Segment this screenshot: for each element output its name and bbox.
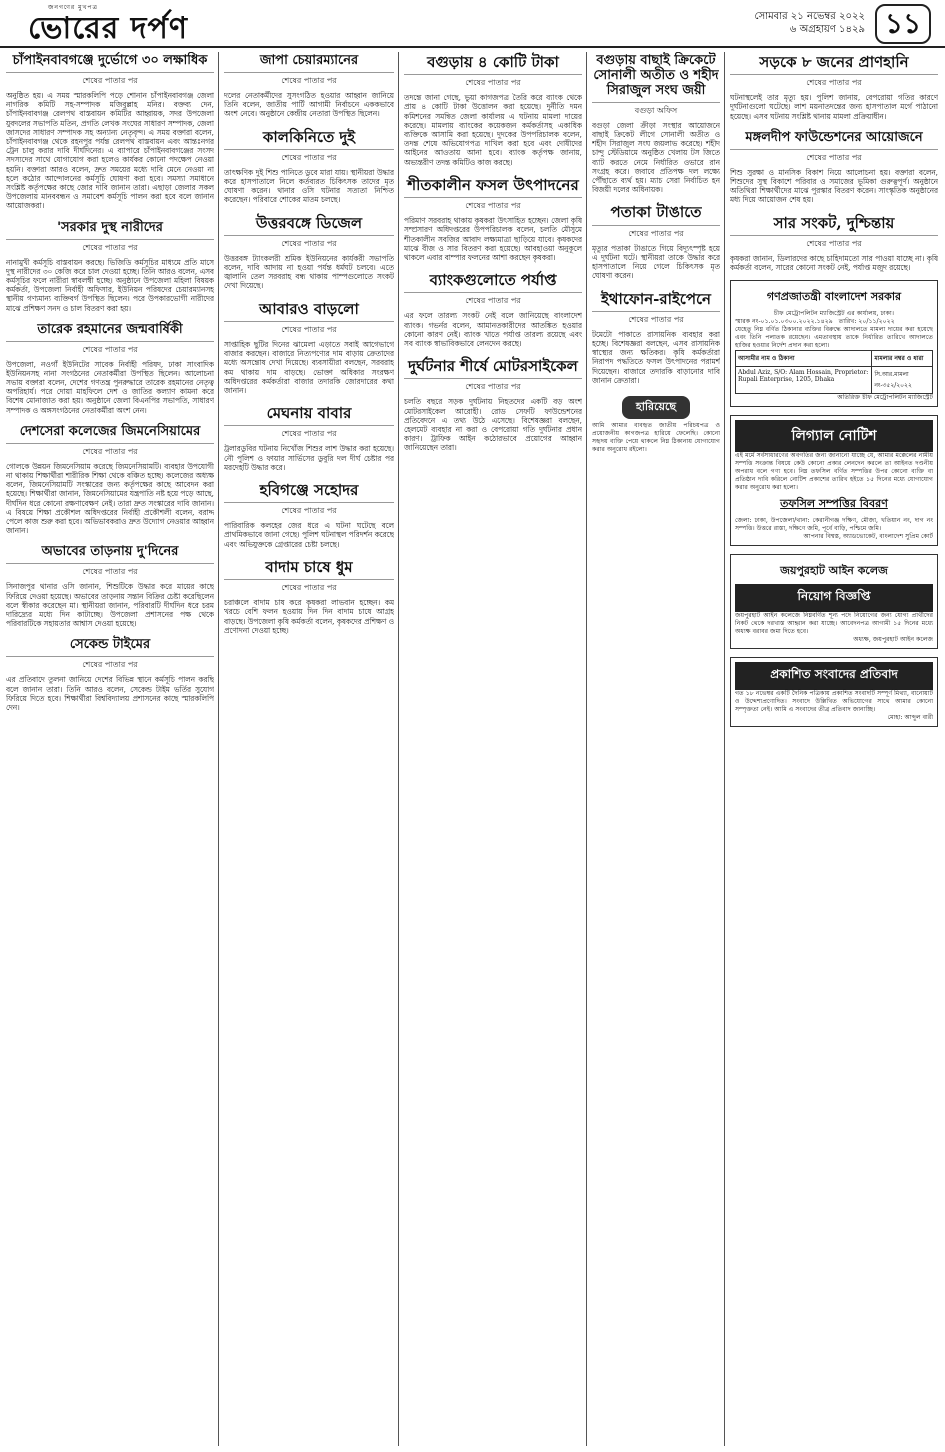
headline: বগুড়ায় বাছাই ক্রিকেটে সোনালী অতীত ও শহীদ সিরাজুল সংঘ জয়ী <box>592 52 720 103</box>
rebuttal-body: গত ১৮ নভেম্বর একটি দৈনিক পত্রিকায় প্রকাশিত সংবাদটি সম্পূর্ণ মিথ্যা, বানোয়াট ও উদ্দেশ্যপ্রণোদিত। সংবাদে উল্লিখিত অভিযোগের সাথে আমার কোনো সম্পৃক্ততা নেই। আমি এ সংবাদের তীব্র প্রতিবাদ জানাচ্ছি। <box>735 690 933 714</box>
continued-label: শেষের পাতার পর <box>281 75 337 85</box>
article-body: তাৎক্ষণিক দুই শিশু পানিতে ডুবে মারা যায়। স্থানীয়রা উদ্ধার করে হাসপাতালে নিলে কর্তব্যরত চিকিৎসক তাদের মৃত ঘোষণা করেন। থানার ওসি ঘটনার সত্যতা নিশ্চিত করেছেন। পরিবারে শোকের মাতম চলছে। <box>224 167 394 205</box>
column-rule <box>218 52 219 1446</box>
article <box>6 321 214 415</box>
column-rule <box>398 52 399 1446</box>
lost-body: আমি আমার ব্যবহৃত জাতীয় পরিচয়পত্র ও প্রয়োজনীয় কাগজপত্র হারিয়ে ফেলেছি। কোনো সহৃদয় ব্যক্তি পেয়ে থাকলে নিম্ন ঠিকানায় যোগাযোগ করার অনুরোধ রইলো। <box>592 421 720 453</box>
column-3 <box>404 52 582 1446</box>
continued-label: শেষের পাতার পর <box>628 314 684 324</box>
column-rule <box>586 52 587 1446</box>
legal-notice-body: এই মর্মে সর্বসাধারণের অবগতির জন্য জানানো যাচ্ছে যে, আমার মক্কেলের নামীয় সম্পত্তি সংক্রান্ত বিষয়ে কেউ কোনো প্রকার লেনদেন করলে তা আইনত দণ্ডনীয় অপরাধ বলে গণ্য হবে। নিম্ন তফসিল বর্ণিত সম্পত্তির উপর কোনো ব্যক্তি বা প্রতিষ্ঠান দাবি করিলে নোটিশ প্রকাশের তারিখ হইতে ১৫ দিনের মধ্যে যোগাযোগ করার অনুরোধ করা হলো। <box>735 452 933 492</box>
continued-label: শেষের পাতার পর <box>82 660 138 670</box>
table-header: মামলার নম্বর ও ধারা <box>872 351 933 367</box>
headline: সড়কে ৮ জনের প্রাণহানি <box>730 52 938 75</box>
job-signature: অধ্যক্ষ, জয়পুরহাট আইন কলেজ <box>853 636 933 644</box>
article-body: ঘটনাস্থলেই তার মৃত্যু হয়। পুলিশ জানায়, বেপরোয়া গতির কারণে দুর্ঘটনাগুলো ঘটেছে। লাশ ময়নাতদন্তের জন্য হাসপাতাল মর্গে পাঠানো হয়েছে। এসব ঘটনায় সংশ্লিষ্ট থানায় মামলা প্রক্রিয়াধীন। <box>730 93 938 121</box>
government-notice <box>730 280 938 407</box>
continued-label: শেষের পাতার পর <box>281 429 337 439</box>
notice-table <box>735 350 933 394</box>
article <box>730 52 938 121</box>
continued-label: শেষের পাতার পর <box>628 228 684 238</box>
rebuttal-notice <box>730 657 938 727</box>
headline: বগুড়ায় ৪ কোটি টাকা <box>404 52 582 75</box>
continued-label: শেষের পাতার পর <box>82 242 138 252</box>
headline: বাদাম চাষে ধুম <box>224 557 394 580</box>
article <box>224 213 394 291</box>
article-body: সিনাজপুর থানার ওসি জানান, শিশুটিকে উদ্ধার করে মায়ের কাছে ফিরিয়ে দেওয়া হয়েছে। অভাবের তাড়নায় সন্তান বিক্রির চেষ্টা করেছিলেন বলে স্বীকার করেছেন মা। স্থানীয়রা জানান, পরিবারটি দীর্ঘদিন ধরে চরম দারিদ্র্যের মধ্যে দিন কাটাচ্ছে। উপজেলা প্রশাসনের পক্ষ থেকে পরিবারটিকে সহায়তার আশ্বাস দেওয়া হয়েছে। <box>6 582 214 629</box>
notice-signature: অতিরিক্ত চীফ মেট্রোপলিটন ম্যাজিস্ট্রেট <box>837 394 933 402</box>
table-cell: Abdul Aziz, S/O: Alam Hossain, Proprietor: Rupali Enterprise, 1205, Dhaka <box>736 367 872 394</box>
article <box>404 270 582 348</box>
article-body: মৃত্যুর পতাকা টাঙাতে গিয়ে বিদ্যুৎস্পৃষ্ট হয়ে এ দুর্ঘটনা ঘটে। স্থানীয়রা তাকে উদ্ধার করে হাসপাতালে নিয়ে গেলে চিকিৎসক মৃত ঘোষণা করেন। <box>592 243 720 281</box>
article <box>730 129 938 205</box>
continued-label: শেষের পাতার পর <box>281 152 337 162</box>
headline: কালকিনিতে দুই <box>224 127 394 150</box>
notice-date: তারিখ: ২০/১১/২০২২ <box>838 318 895 326</box>
table-row <box>736 367 933 394</box>
notice-ref-number: স্মারক নং-০১.০১.০৩০০.২০২২.১৪২৯ <box>735 318 833 326</box>
article-body: উত্তরবঙ্গ ট্যাংকলরী শ্রমিক ইউনিয়নের কার্যকরী সভাপতি বলেন, দাবি আদায় না হওয়া পর্যন্ত ধর্মঘট চলবে। এতে জ্বালানি তেল সরবরাহ বন্ধ থাকায় পাম্পগুলোতে সংকট দেখা দিয়েছে। <box>224 253 394 291</box>
article-body: পারিবারিক কলহের জের ধরে এ ঘটনা ঘটেছে বলে প্রাথমিকভাবে জানা গেছে। পুলিশ ঘটনাস্থল পরিদর্শন করেছে এবং অভিযুক্তকে গ্রেপ্তারের চেষ্টা চলছে। <box>224 521 394 549</box>
article-body: নানামুখী কর্মসূচি বাস্তবায়ন করছে। ভিজিডি কর্মসূচির মাধ্যমে প্রতি মাসে দুস্থ নারীদের ৩০ কেজি করে চাল দেওয়া হচ্ছে। তিনি আরও বলেন, এসব কর্মসূচির ফলে নারীরা স্বাবলম্বী হচ্ছে। অনুষ্ঠানে উপজেলা মহিলা বিষয়ক কর্মকর্তা, উপজেলা নির্বাহী অফিসার, ইউনিয়ন পরিষদের চেয়ারম্যানসহ স্থানীয় গণ্যমান্য ব্যক্তিবর্গ উপস্থিত ছিলেন। পরে উপকারভোগী নারীদের মাঝে প্রশিক্ষণ সনদ ও চাল বিতরণ করা হয়। <box>6 257 214 313</box>
article <box>6 52 214 211</box>
headline: 'সরকার দুস্থ নারীদের <box>6 219 214 240</box>
headline: মঙ্গলদীপ ফাউন্ডেশনের আয়োজনে <box>730 129 938 150</box>
article-body: উপজেলা, নওগাঁ ইউনিটের সাবেক নির্বাহী পরিষদ, ঢাকা সাংবাদিক ইউনিয়নসহ নানা সংগঠনের নেতাকর্মীরা উপস্থিত ছিলেন। আলোচনা সভায় বক্তারা বলেন, দেশের গণতন্ত্র পুনরুদ্ধারে তারেক রহমানের নেতৃত্ব অপরিহার্য। পরে দোয়া মাহফিলে দেশ ও জাতির কল্যাণ কামনা করে বিশেষ মোনাজাত করা হয়। অনুষ্ঠানে জেলা বিএনপির সভাপতি, সাধারণ সম্পাদক ও অঙ্গসংগঠনের নেতাকর্মীরা অংশ নেন। <box>6 359 214 415</box>
article-body: সাপ্তাহিক ছুটির দিনের ঝামেলা এড়াতে সবাই আগেভাগে বাজার করছেন। বাজারে নিত্যপণ্যের দাম বাড়ায় ক্রেতাদের মধ্যে অসন্তোষ দেখা দিয়েছে। ব্যবসায়ীরা বলছেন, সরবরাহ কম থাকায় দাম বাড়ছে। ভোক্তা অধিকার সংরক্ষণ অধিদপ্তরের কর্মকর্তারা বাজার তদারকি জোরদারের কথা জানান। <box>224 339 394 395</box>
headline: উত্তরবঙ্গে ডিজেল <box>224 213 394 236</box>
article <box>224 127 394 205</box>
headline: চাঁপাইনবাবগঞ্জে দুর্ভোগে ৩০ লক্ষাধিক <box>6 52 214 73</box>
notice-title: গণপ্রজাতন্ত্রী বাংলাদেশ সরকার <box>766 290 902 304</box>
article-body: চলতি বছরে সড়ক দুর্ঘটনায় নিহতদের একটি বড় অংশ মোটরসাইকেল আরোহী। রোড সেফটি ফাউন্ডেশনের প্রতিবেদনে এ তথ্য উঠে এসেছে। বিশেষজ্ঞরা বলছেন, হেলমেট ব্যবহার না করা ও বেপরোয়া গতি দুর্ঘটনার প্রধান কারণ। ট্রাফিক আইন কঠোরভাবে প্রয়োগের আহ্বান জানিয়েছেন তারা। <box>404 397 582 453</box>
headline: জাপা চেয়ারম্যানের <box>224 52 394 73</box>
article <box>6 543 214 628</box>
continued-label: শেষের পাতার পর <box>82 567 138 577</box>
article-body: বগুড়া জেলা ক্রীড়া সংস্থার আয়োজনে বাছাই ক্রিকেট লীগে সোনালী অতীত ও শহীদ সিরাজুল সংঘ জয়লাভ করেছে। শহীদ চান্দু স্টেডিয়ামে অনুষ্ঠিত খেলায় টস জিতে ব্যাট করতে নেমে নির্ধারিত ওভারে রান সংগ্রহ করে। জবাবে প্রতিপক্ষ দল লক্ষ্যে পৌঁছাতে ব্যর্থ হয়। ম্যাচ সেরা নির্বাচিত হন বিজয়ী দলের অধিনায়ক। <box>592 120 720 195</box>
logo-text: ভোরের দর্পণ <box>28 11 188 46</box>
notice-body: যেহেতু নিম্ন বর্ণিত ঠিকানার ব্যক্তির বিরুদ্ধে আদালতে মামলা দায়ের করা হয়েছে এবং তিনি পলাতক রয়েছেন। এমতাবস্থায় তাকে নির্ধারিত তারিখে আদালতে হাজির হওয়ার নির্দেশ প্রদান করা হলো। <box>735 326 933 350</box>
notice-subtitle: চীফ মেট্রোপলিটন ম্যাজিস্ট্রেট এর কার্যালয়, ঢাকা। <box>773 310 895 318</box>
continued-label: শেষের পাতার পর <box>465 201 521 211</box>
lost-notice <box>592 393 720 454</box>
date-bangla: ৬ অগ্রহায়ণ ১৪২৯ <box>789 24 865 35</box>
article <box>224 480 394 549</box>
article <box>592 52 720 194</box>
newspaper-logo <box>28 4 188 55</box>
page-number: ১১ <box>875 4 931 44</box>
article-body: কৃষকরা জানান, ডিলারদের কাছে চাহিদামতো সার পাওয়া যাচ্ছে না। কৃষি কর্মকর্তা বলেন, সারের কোনো সংকট নেই, পর্যাপ্ত মজুদ রয়েছে। <box>730 253 938 273</box>
article <box>6 219 214 313</box>
article <box>6 636 214 712</box>
continued-label: শেষের পাতার পর <box>281 324 337 334</box>
schedule-title: তফসিল সম্পত্তির বিবরণ <box>780 497 888 511</box>
legal-signature: আপনার বিশ্বস্ত, অ্যাডভোকেট, বাংলাদেশ সুপ্রিম কোর্ট <box>803 533 933 541</box>
article-body: এর প্রতিবাদে তুলনা জানিয়ে দেশের বিভিন্ন স্থানে কর্মসূচি পালন করছি বলে জানান তারা। তিনি আরও বলেন, সেকেন্ড টাইম ভর্তির সুযোগ ফিরিয়ে দিতে হবে। শিক্ষার্থীরা বিশ্ববিদ্যালয় প্রশাসনের কাছে স্মারকলিপি দেন। <box>6 675 214 712</box>
continued-label: শেষের পাতার পর <box>281 506 337 516</box>
column-rule <box>724 52 725 1446</box>
headline: অভাবের তাড়নায় দু'দিনের <box>6 543 214 564</box>
continued-label: শেষের পাতার পর <box>806 78 862 88</box>
column-1 <box>6 52 214 1446</box>
continued-label: শেষের পাতার পর <box>82 446 138 456</box>
headline: ইথাফোন-রাইপেনে <box>592 289 720 312</box>
table-header: আসামীর নাম ও ঠিকানা <box>736 351 872 367</box>
headline: সেকেন্ড টাইমের <box>6 636 214 657</box>
article <box>592 202 720 280</box>
article <box>404 175 582 262</box>
article-body: ট্রলারডুবির ঘটনায় নিখোঁজ শিশুর লাশ উদ্ধার করা হয়েছে। নৌ পুলিশ ও ফায়ার সার্ভিসের ডুবুরি দল দীর্ঘ চেষ্টার পর মরদেহটি উদ্ধার করে। <box>224 444 394 472</box>
article-body: দলের নেতাকর্মীদের সুসংগঠিত হওয়ার আহ্বান জানিয়ে তিনি বলেন, জাতীয় পার্টি আগামী নির্বাচনে এককভাবে অংশ নেবে। অনুষ্ঠানে কেন্দ্রীয় নেতারা উপস্থিত ছিলেন। <box>224 90 394 119</box>
rebuttal-title: প্রকাশিত সংবাদের প্রতিবাদ <box>735 662 933 690</box>
article <box>224 299 394 395</box>
continued-label: শেষের পাতার পর <box>82 75 138 85</box>
article <box>224 52 394 119</box>
headline: দুর্ঘটনার শীর্ষে মোটরসাইকেল <box>404 356 582 379</box>
article-body: টমেটো পাকাতে রাসায়নিক ব্যবহার করা হচ্ছে। বিশেষজ্ঞরা বলছেন, এসব রাসায়নিক স্বাস্থ্যের জন্য ক্ষতিকর। কৃষি কর্মকর্তারা নিরাপদ পদ্ধতিতে ফসল উৎপাদনের পরামর্শ দিয়েছেন। বাজারে তদারকি বাড়ানোর দাবি জানান ক্রেতারা। <box>592 329 720 385</box>
article-body: পরিমাণ সরবরাহ থাকায় কৃষকরা উৎসাহিত হচ্ছেন। জেলা কৃষি সম্প্রসারণ অধিদপ্তরের উপপরিচালক বলেন, চলতি মৌসুমে শীতকালীন সবজির আবাদ লক্ষ্যমাত্রা ছাড়িয়ে যাবে। কৃষকদের মাঝে বীজ ও সার বিতরণ করা হয়েছে। আবহাওয়া অনুকূলে থাকলে এবার বাম্পার ফলনের আশা করছেন কৃষকরা। <box>404 216 582 262</box>
headline: ব্যাংকগুলোতে পর্যাপ্ত <box>404 270 582 293</box>
headline: পতাকা টাঙাতে <box>592 202 720 225</box>
continued-label: শেষের পাতার পর <box>82 344 138 354</box>
rebuttal-signature: মোহা: আব্দুল বারী <box>887 714 933 722</box>
column-4 <box>592 52 720 1446</box>
job-notice <box>730 554 938 649</box>
continued-label: শেষের পাতার পর <box>281 238 337 248</box>
date-gregorian: সোমবার ২১ নভেম্বর ২০২২ <box>754 11 865 22</box>
article <box>6 423 214 536</box>
masthead-tagline: জনগণের মুখপত্র <box>48 4 98 11</box>
article-body: গোলকে উন্নয়ন জিমনেসিয়াম করেছে জিমনেসিয়ামটি। ব্যবহার উপযোগী না থাকায় শিক্ষার্থীরা শারীরিক শিক্ষা থেকে বঞ্চিত হচ্ছে। কলেজের অধ্যক্ষ বলেন, জিমনেসিয়ামটি সংস্কারের জন্য কর্তৃপক্ষের কাছে আবেদন করা হয়েছে। শিক্ষার্থীরা জানান, জিমনেসিয়ামের যন্ত্রপাতি নষ্ট হয়ে পড়ে আছে, দীর্ঘদিন ধরে কোনো রক্ষণাবেক্ষণ নেই। তারা দ্রুত সংস্কারের দাবি জানান। এ বিষয়ে শিক্ষা প্রকৌশল অধিদপ্তরের নির্বাহী প্রকৌশলী বলেন, বরাদ্দ পেলে কাজ শুরু করা হবে। অভিভাবকরাও দ্রুত উদ্যোগ নেওয়ার আহ্বান জানান। <box>6 461 214 536</box>
continued-label: শেষের পাতার পর <box>465 78 521 88</box>
article <box>730 213 938 273</box>
byline: বগুড়া অফিস <box>634 105 678 115</box>
article <box>404 356 582 452</box>
headline: মেঘনায় বাবার <box>224 403 394 426</box>
masthead <box>0 0 945 48</box>
job-notice-body: জয়পুরহাট আইন কলেজে নিম্নবর্ণিত শূন্য পদে নিয়োগের জন্য যোগ্য প্রার্থীদের নিকট থেকে দরখাস্ত আহ্বান করা যাচ্ছে। আবেদনপত্র আগামী ১৫ দিনের মধ্যে অধ্যক্ষ বরাবর জমা দিতে হবে। <box>735 612 933 636</box>
headline: তারেক রহমানের জন্মবার্ষিকী <box>6 321 214 342</box>
article-body: তদন্তে জানা গেছে, ভুয়া কাগজপত্র তৈরি করে ব্যাংক থেকে প্রায় ৪ কোটি টাকা উত্তোলন করা হয়েছে। দুর্নীতি দমন কমিশনের সমন্বিত জেলা কার্যালয় এ ঘটনায় মামলা দায়ের করেছে। মামলায় ব্যাংকের কয়েকজন কর্মকর্তাসহ একাধিক ব্যক্তিকে আসামি করা হয়েছে। দুদকের উপপরিচালক বলেন, তদন্ত শেষে অভিযোগপত্র দাখিল করা হবে এবং দোষীদের আইনের আওতায় আনা হবে। ব্যাংক কর্তৃপক্ষ জানায়, অভ্যন্তরীণ তদন্ত কমিটিও কাজ করছে। <box>404 93 582 167</box>
article <box>224 403 394 472</box>
article-body: এর ফলে তারল্য সংকট নেই বলে জানিয়েছে বাংলাদেশ ব্যাংক। গভর্নর বলেন, আমানতকারীদের আতঙ্কিত হওয়ার কোনো কারণ নেই। ব্যাংক খাতে পর্যাপ্ত তারল্য রয়েছে এবং সব ব্যাংক স্বাভাবিকভাবে লেনদেন করছে। <box>404 311 582 348</box>
article <box>404 52 582 167</box>
article-body: অনুষ্ঠিত হয়। এ সময় স্মারকলিপি পড়ে শোনান চাঁপাইনবাবগঞ্জ জেলা নাগরিক কমিটি সহ-সম্পাদক মজিবুল্লাহ মনির। বক্তব্য দেন, চাঁপাইনবাবগঞ্জ রেলপথ বাস্তবায়ন কমিটির আহ্বায়ক, সদর উপজেলা যুবদলের সভাপতি মতিন, প্রগতি লেখক সংঘের সাধারণ সম্পাদক, জেলা জাসদের সাধারণ সম্পাদক সহ অন্যান্য নেতৃবৃন্দ। এ সময় বক্তারা বলেন, চাঁপাইনবাবগঞ্জ থেকে রহনপুর পর্যন্ত রেলপথ বাস্তবায়ন এবং আন্তঃনগর ট্রেন চালু করার দাবি দীর্ঘদিনের। এ ব্যাপারে চাঁপাইনবাবগঞ্জের সংসদ সদস্যদের সাথে যোগাযোগ করা হলেও কার্যকর কোনো পদক্ষেপ নেওয়া হয়নি। বক্তারা আরও বলেন, দ্রুত সময়ের মধ্যে দাবি মেনে নেওয়া না হলে কঠোর আন্দোলনের কর্মসূচি ঘোষণা করা হবে। সমস্যা সমাধানে সংশ্লিষ্ট কর্তৃপক্ষের কাছে জোর দাবি জানান তারা। এছাড়া জেলার সকল উপজেলায় মানববন্ধন ও সমাবেশ কর্মসূচি পালন করা হবে বলে জানান আয়োজকরা। <box>6 90 214 211</box>
continued-label: শেষের পাতার পর <box>281 583 337 593</box>
continued-label: শেষের পাতার পর <box>806 238 862 248</box>
job-notice-title: নিয়োগ বিজ্ঞপ্তি <box>735 584 933 612</box>
headline: সার সংকট, দুশ্চিন্তায় <box>730 213 938 236</box>
issue-date <box>755 10 865 36</box>
article <box>592 289 720 385</box>
headline: দেশসেরা কলেজের জিমনেসিয়ামের <box>6 423 214 444</box>
continued-label: শেষের পাতার পর <box>465 382 521 392</box>
legal-notice <box>730 415 938 546</box>
continued-label: শেষের পাতার পর <box>465 296 521 306</box>
column-2 <box>224 52 394 1446</box>
headline: শীতকালীন ফসল উৎপাদনের <box>404 175 582 198</box>
legal-notice-title: লিগ্যাল নোটিশ <box>735 420 933 452</box>
table-cell: সি.আর.মামলা নং-৩৫২/২০২২ <box>872 367 933 394</box>
continued-label: শেষের পাতার পর <box>806 152 862 162</box>
headline: আবারও বাড়লো <box>224 299 394 322</box>
article-body: চরাঞ্চলে বাদাম চাষ করে কৃষকরা লাভবান হচ্ছেন। কম খরচে বেশি ফলন হওয়ায় দিন দিন বাদাম চাষে আগ্রহ বাড়ছে। উপজেলা কৃষি কর্মকর্তা বলেন, কৃষকদের প্রশিক্ষণ ও প্রণোদনা দেওয়া হচ্ছে। <box>224 598 394 635</box>
column-5 <box>730 52 938 1446</box>
article <box>224 557 394 635</box>
schedule-body: জেলা: ঢাকা, উপজেলা/থানা: কেরানীগঞ্জ দক্ষিণ, মৌজা, খতিয়ান নং, দাগ নং সম্পত্তি। উত্তরে রাস্তা, দক্ষিণে জমি, পূর্বে বাড়ি, পশ্চিমে জমি। <box>735 517 933 533</box>
article-body: শিশু সুরক্ষা ও মানসিক বিকাশ নিয়ে আলোচনা হয়। বক্তারা বলেন, শিশুদের সুস্থ বিকাশে পরিবার ও সমাজের ভূমিকা গুরুত্বপূর্ণ। অনুষ্ঠানে অতিথিরা শিক্ষার্থীদের মাঝে পুরস্কার বিতরণ করেন। সাংস্কৃতিক অনুষ্ঠানের মধ্য দিয়ে আয়োজন শেষ হয়। <box>730 167 938 205</box>
headline: হবিগঞ্জে সহোদর <box>224 480 394 503</box>
job-org: জয়পুরহাট আইন কলেজ <box>780 564 888 578</box>
lost-label: হারিয়েছে <box>622 396 690 419</box>
